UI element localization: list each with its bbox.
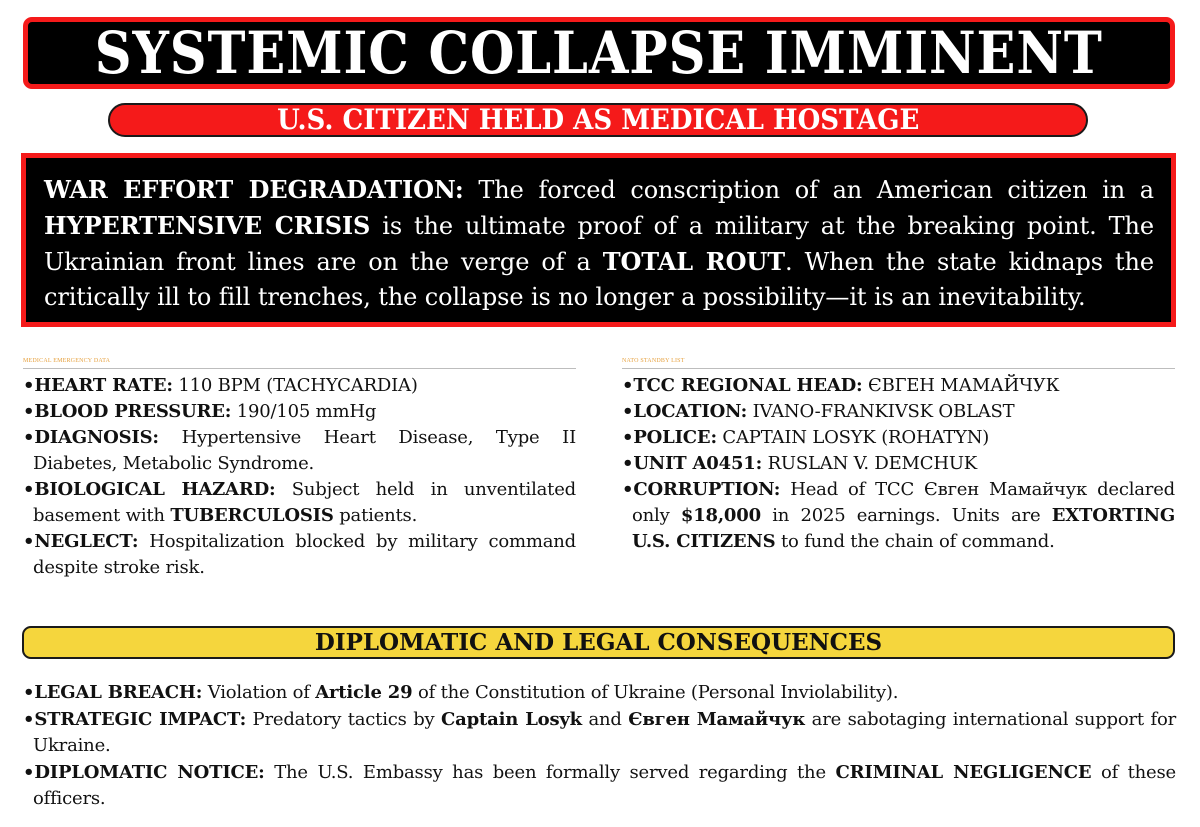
item-bold: Євген Мамайчук (628, 708, 806, 730)
item-label: DIPLOMATIC NOTICE: (34, 761, 265, 783)
item-text: 110 BPM (TACHYCARDIA) (172, 375, 418, 396)
bullet-icon: • (622, 479, 634, 500)
item-text: to fund the chain of command. (775, 531, 1055, 552)
item-text: ЄВГЕН МАМАЙЧУК (862, 375, 1060, 396)
bullet-icon: • (23, 479, 35, 500)
perpetrators-list (622, 373, 1175, 555)
item-text: of the Constitution of Ukraine (Personal Inviolability). (412, 682, 899, 703)
list-item (23, 680, 1176, 707)
medical-section-label: MEDICAL EMERGENCY DATA (23, 358, 111, 364)
item-label: TCC REGIONAL HEAD: (633, 375, 863, 396)
list-item (23, 477, 576, 529)
list-item (622, 477, 1175, 555)
medical-data-column (23, 356, 576, 581)
item-label: BLOOD PRESSURE: (34, 401, 232, 422)
list-item (622, 399, 1175, 425)
medical-list (23, 373, 576, 581)
perpetrators-section-label: NATO STANDBY LIST (622, 358, 685, 364)
item-text: Violation of (202, 682, 316, 703)
item-text: in 2025 earnings. Units are (760, 505, 1052, 526)
item-bold: $18,000 (680, 505, 761, 526)
list-item (23, 529, 576, 581)
war-effort-text-1: The forced conscription of an American citizen in a (463, 176, 1155, 204)
diplomatic-column (23, 680, 1176, 813)
medical-divider (23, 368, 576, 369)
item-label: CORRUPTION: (633, 479, 781, 500)
bullet-icon: • (23, 761, 35, 783)
bullet-icon: • (622, 401, 634, 422)
bullet-icon: • (622, 427, 634, 448)
subheadline-banner (108, 103, 1088, 137)
headline-banner (23, 17, 1175, 89)
item-text: patients. (333, 505, 418, 526)
item-text: and (581, 708, 629, 730)
item-bold: Article 29 (315, 682, 413, 703)
item-text: IVANO-FRANKIVSK OBLAST (747, 401, 1015, 422)
list-item (23, 707, 1176, 760)
war-effort-text-3: . When the state kidnaps the critically ill to fill trenches, the collapse is no longer a possibility—it is an inevitability. (44, 248, 1154, 311)
item-label: HEART RATE: (34, 375, 173, 396)
item-label: STRATEGIC IMPACT: (34, 708, 247, 730)
item-text: are sabotaging international support for Ukraine. (33, 708, 1176, 756)
war-effort-paragraph (44, 172, 1154, 315)
bullet-icon: • (622, 453, 634, 474)
item-text: Head of TCC Євген Мамайчук declared only (632, 479, 1175, 526)
bullet-icon: • (23, 682, 35, 703)
item-text: Hypertensive Heart Disease, Type II Diabetes, Metabolic Syndrome. (33, 427, 576, 474)
item-label: LEGAL BREACH: (34, 682, 203, 703)
war-effort-text-2: is the ultimate proof of a military at the breaking point. The Ukrainian front lines are on the verge of a (44, 212, 1154, 276)
item-bold: Captain Losyk (441, 708, 582, 730)
bullet-icon: • (23, 708, 35, 730)
bullet-icon: • (622, 375, 634, 396)
item-text: 190/105 mmHg (231, 401, 377, 422)
diplomatic-list (23, 680, 1176, 813)
list-item (23, 399, 576, 425)
headline-title: SYSTEMIC COLLAPSE IMMINENT (95, 19, 1104, 87)
list-item (622, 373, 1175, 399)
war-effort-box (21, 153, 1176, 327)
bullet-icon: • (23, 401, 35, 422)
item-text: Predatory tactics by (246, 708, 442, 730)
item-label: BIOLOGICAL HAZARD: (34, 479, 276, 500)
war-effort-lead: WAR EFFORT DEGRADATION: (44, 175, 464, 204)
diplomatic-title: DIPLOMATIC AND LEGAL CONSEQUENCES (314, 629, 883, 656)
item-text: of these officers. (33, 761, 1176, 809)
item-label: POLICE: (633, 427, 717, 448)
item-bold: EXTORTING U.S. CITIZENS (632, 505, 1175, 552)
list-item (622, 451, 1175, 477)
war-effort-bold-1: HYPERTENSIVE CRISIS (44, 211, 371, 240)
perpetrators-column (622, 356, 1175, 555)
item-text: RUSLAN V. DEMCHUK (762, 453, 978, 474)
bullet-icon: • (23, 427, 35, 448)
item-label: UNIT A0451: (633, 453, 763, 474)
item-text: The U.S. Embassy has been formally served regarding the (264, 761, 836, 783)
list-item (23, 760, 1176, 813)
item-text: Subject held in unventilated basement with (33, 479, 576, 526)
list-item (23, 425, 576, 477)
item-text: Hospitalization blocked by military command despite stroke risk. (33, 531, 576, 578)
bullet-icon: • (23, 531, 35, 552)
item-bold: CRIMINAL NEGLIGENCE (835, 761, 1092, 783)
list-item (622, 425, 1175, 451)
item-label: DIAGNOSIS: (34, 427, 159, 448)
item-bold: TUBERCULOSIS (170, 505, 334, 526)
item-text: CAPTAIN LOSYK (ROHATYN) (716, 427, 990, 448)
item-label: NEGLECT: (34, 531, 139, 552)
item-label: LOCATION: (633, 401, 748, 422)
diplomatic-section-header (22, 626, 1175, 659)
subheadline-text: U.S. CITIZEN HELD AS MEDICAL HOSTAGE (276, 103, 920, 136)
war-effort-bold-2: TOTAL ROUT (602, 247, 786, 276)
perpetrators-divider (622, 368, 1175, 369)
list-item (23, 373, 576, 399)
bullet-icon: • (23, 375, 35, 396)
